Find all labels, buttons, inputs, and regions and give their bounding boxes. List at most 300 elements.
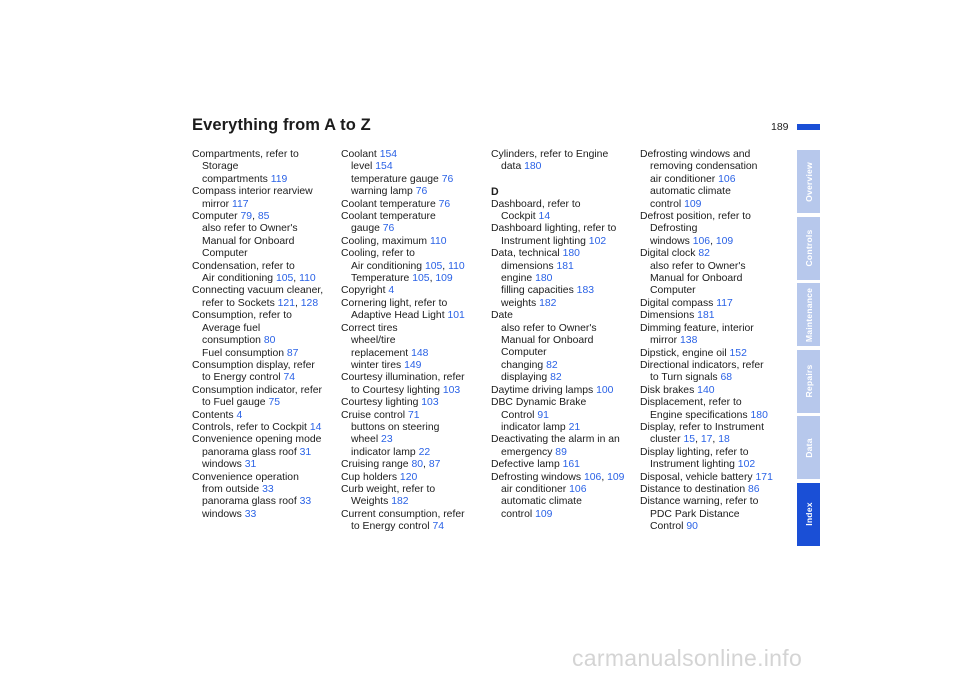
index-line bbox=[341, 285, 483, 297]
index-text: wheel bbox=[351, 434, 382, 446]
index-entry bbox=[341, 298, 483, 323]
page-reference-link[interactable]: 91 bbox=[537, 409, 549, 421]
index-text: Defrosting windows bbox=[491, 471, 584, 483]
index-subline bbox=[341, 422, 483, 434]
index-text: cluster bbox=[650, 434, 684, 446]
index-line bbox=[341, 298, 483, 310]
ref-separator: , bbox=[429, 273, 436, 285]
page-reference-link[interactable]: 180 bbox=[750, 409, 768, 421]
page-reference-link[interactable]: 109 bbox=[607, 471, 625, 483]
index-text: Manual for Onboard bbox=[650, 273, 743, 285]
page-reference-link[interactable]: 110 bbox=[448, 260, 465, 272]
index-text: engine bbox=[501, 273, 536, 285]
index-text: Contents bbox=[192, 409, 237, 421]
index-line bbox=[192, 422, 334, 434]
page-reference-link[interactable]: 154 bbox=[375, 161, 393, 173]
index-text: Computer bbox=[192, 211, 241, 223]
index-text: Temperature bbox=[351, 273, 413, 285]
ref-separator: , bbox=[712, 434, 719, 446]
index-line bbox=[491, 472, 633, 484]
page-reference-link[interactable]: 31 bbox=[299, 446, 312, 458]
page-reference-link[interactable]: 110 bbox=[299, 273, 316, 285]
tab-label: Repairs bbox=[803, 364, 814, 398]
index-subline bbox=[491, 323, 633, 335]
index-line bbox=[491, 434, 633, 446]
page-reference-link[interactable]: 105 bbox=[275, 273, 294, 285]
page-reference-link[interactable]: 121 bbox=[277, 297, 295, 309]
watermark: carmanualsonline.info bbox=[572, 645, 803, 671]
index-line bbox=[192, 360, 334, 372]
page-reference-link[interactable]: 183 bbox=[576, 285, 595, 297]
ref-separator: , bbox=[710, 235, 716, 247]
index-text: Engine specifications bbox=[650, 409, 751, 421]
index-text: Fuel consumption bbox=[202, 347, 287, 359]
index-line bbox=[640, 149, 782, 161]
index-subline bbox=[491, 273, 633, 285]
index-subline bbox=[192, 348, 334, 360]
index-entry bbox=[491, 199, 633, 224]
index-entry bbox=[491, 310, 633, 384]
tab-label: Index bbox=[803, 502, 814, 526]
page-reference-link[interactable]: 117 bbox=[232, 198, 249, 210]
index-entry bbox=[491, 434, 633, 459]
index-text: Coolant bbox=[341, 149, 380, 160]
index-line bbox=[341, 323, 483, 335]
index-subline bbox=[491, 236, 633, 248]
page-reference-link[interactable]: 120 bbox=[399, 471, 418, 483]
page-reference-link[interactable]: 4 bbox=[388, 285, 395, 297]
page-reference-link[interactable]: 31 bbox=[244, 459, 257, 471]
index-text: Computer bbox=[202, 248, 248, 260]
page-reference-link[interactable]: 180 bbox=[535, 273, 553, 285]
index-line bbox=[341, 211, 483, 223]
index-subline bbox=[341, 434, 483, 446]
index-text: Display lighting, refer to bbox=[640, 446, 749, 458]
tab-label: Data bbox=[803, 437, 814, 458]
page-number: 189 bbox=[771, 121, 789, 133]
page-reference-link[interactable]: 15 bbox=[683, 434, 696, 446]
index-subline bbox=[640, 509, 782, 521]
tab-label: Maintenance bbox=[803, 287, 814, 342]
index-subline bbox=[192, 496, 334, 508]
index-text: mirror bbox=[650, 335, 681, 347]
page-reference-link[interactable]: 106 bbox=[583, 471, 602, 483]
index-text: Air conditioning bbox=[202, 273, 276, 285]
index-text: Computer bbox=[650, 285, 696, 297]
index-entry bbox=[341, 459, 483, 471]
page-reference-link[interactable]: 119 bbox=[270, 173, 288, 185]
index-entry bbox=[491, 248, 633, 310]
page-reference-link[interactable]: 21 bbox=[568, 421, 581, 433]
index-text: automatic climate bbox=[501, 496, 582, 508]
index-text: filling capacities bbox=[501, 285, 577, 297]
index-text: panorama glass roof bbox=[202, 446, 300, 458]
index-subline bbox=[640, 236, 782, 248]
index-text: Dashboard, refer to bbox=[491, 198, 581, 210]
index-text: data bbox=[501, 161, 525, 173]
index-text: mirror bbox=[202, 198, 233, 210]
page-reference-link[interactable]: 68 bbox=[720, 372, 733, 384]
page-title: Everything from A to Z bbox=[192, 116, 371, 134]
page-reference-link[interactable]: 100 bbox=[596, 384, 614, 396]
page-reference-link[interactable]: 71 bbox=[408, 409, 420, 421]
tab-controls[interactable] bbox=[797, 217, 820, 280]
index-text: windows bbox=[202, 459, 245, 471]
index-entry bbox=[341, 472, 483, 484]
index-line bbox=[192, 410, 334, 422]
index-line bbox=[640, 360, 782, 372]
index-entry bbox=[640, 484, 782, 496]
index-subline bbox=[491, 496, 633, 508]
page-reference-link[interactable]: 87 bbox=[286, 347, 299, 359]
index-subline bbox=[640, 273, 782, 285]
page-reference-link[interactable]: 106 bbox=[692, 235, 711, 247]
index-line bbox=[640, 397, 782, 409]
page-reference-link[interactable]: 149 bbox=[404, 359, 422, 371]
page-reference-link[interactable]: 106 bbox=[718, 173, 736, 185]
index-column-4 bbox=[640, 149, 782, 534]
index-text: air conditioner bbox=[501, 483, 570, 495]
index-column-3 bbox=[491, 149, 633, 521]
index-text: Coolant temperature bbox=[341, 211, 436, 223]
page-reference-link[interactable]: 182 bbox=[391, 496, 409, 508]
index-entry bbox=[341, 199, 483, 211]
index-text: Compass interior rearview bbox=[192, 186, 313, 198]
index-subline bbox=[192, 335, 334, 347]
page-reference-link[interactable]: 4 bbox=[236, 409, 243, 421]
index-subline bbox=[341, 335, 483, 347]
index-entry bbox=[192, 211, 334, 261]
page-reference-link[interactable]: 74 bbox=[283, 372, 295, 384]
index-text: Consumption display, refer bbox=[192, 359, 315, 371]
index-entry bbox=[192, 360, 334, 385]
tab-repairs[interactable] bbox=[797, 350, 820, 413]
index-text: Convenience opening mode bbox=[192, 434, 322, 446]
index-text: consumption bbox=[202, 335, 264, 347]
tab-maintenance[interactable] bbox=[797, 283, 820, 346]
index-subline bbox=[341, 174, 483, 186]
index-text: Instrument lighting bbox=[650, 459, 738, 471]
index-text: changing bbox=[501, 359, 547, 371]
index-subline bbox=[491, 261, 633, 273]
index-line bbox=[491, 310, 633, 322]
index-subline bbox=[341, 447, 483, 459]
index-line bbox=[491, 149, 633, 161]
tab-index[interactable] bbox=[797, 483, 820, 546]
page-reference-link[interactable]: 75 bbox=[268, 397, 280, 409]
index-text: winter tires bbox=[351, 359, 405, 371]
index-subline bbox=[640, 410, 782, 422]
index-text: Adaptive Head Light bbox=[351, 310, 448, 322]
index-text: automatic climate bbox=[650, 186, 731, 198]
index-entry bbox=[640, 496, 782, 533]
index-entry bbox=[341, 323, 483, 373]
index-line bbox=[640, 447, 782, 459]
index-text: windows bbox=[202, 508, 245, 520]
page-reference-link[interactable]: 86 bbox=[748, 483, 760, 495]
index-line bbox=[341, 149, 483, 161]
index-subline bbox=[640, 285, 782, 297]
index-text: indicator lamp bbox=[501, 421, 569, 433]
index-subline bbox=[491, 447, 633, 459]
page-reference-link[interactable]: 79 bbox=[240, 211, 253, 223]
index-subline bbox=[192, 236, 334, 248]
page-reference-link[interactable]: 138 bbox=[680, 335, 698, 347]
index-text: Distance warning, refer to bbox=[640, 496, 759, 508]
page-reference-link[interactable]: 180 bbox=[524, 161, 542, 173]
page-reference-link[interactable]: 101 bbox=[447, 310, 465, 322]
page-reference-link[interactable]: 33 bbox=[299, 496, 312, 508]
tab-label: Overview bbox=[803, 161, 814, 202]
index-entry bbox=[640, 447, 782, 472]
index-entry bbox=[640, 422, 782, 447]
index-text: Dipstick, engine oil bbox=[640, 347, 730, 359]
page-reference-link[interactable]: 76 bbox=[438, 198, 451, 210]
index-subline bbox=[640, 161, 782, 173]
index-text: Cooling, maximum bbox=[341, 235, 430, 247]
index-entry bbox=[341, 285, 483, 297]
page-reference-link[interactable]: 106 bbox=[569, 483, 587, 495]
index-line bbox=[640, 472, 782, 484]
index-text: displaying bbox=[501, 372, 551, 384]
page-reference-link[interactable]: 23 bbox=[381, 434, 393, 446]
page-reference-link[interactable]: 89 bbox=[555, 446, 567, 458]
index-subline bbox=[341, 186, 483, 198]
index-entry bbox=[640, 385, 782, 397]
index-entry bbox=[341, 509, 483, 534]
page-reference-link[interactable]: 90 bbox=[686, 521, 698, 533]
index-text: Dimming feature, interior bbox=[640, 322, 754, 334]
index-text: PDC Park Distance bbox=[650, 508, 740, 520]
index-subline bbox=[341, 273, 483, 285]
index-subline bbox=[341, 385, 483, 397]
page-reference-link[interactable]: 82 bbox=[550, 372, 562, 384]
page-reference-link[interactable]: 14 bbox=[538, 211, 551, 223]
index-text: Defrosting bbox=[650, 223, 698, 235]
index-entry bbox=[640, 248, 782, 298]
index-line bbox=[640, 211, 782, 223]
index-line bbox=[192, 261, 334, 273]
index-entry bbox=[192, 472, 334, 522]
tab-data[interactable] bbox=[797, 416, 820, 479]
index-line bbox=[640, 323, 782, 335]
index-text: Weights bbox=[351, 496, 392, 508]
index-line bbox=[491, 397, 633, 409]
index-text: warning lamp bbox=[351, 186, 416, 198]
index-text: Defrost position, refer to bbox=[640, 211, 751, 223]
index-text: panorama glass roof bbox=[202, 496, 300, 508]
index-text: Cruise control bbox=[341, 409, 408, 421]
index-entry bbox=[491, 149, 633, 174]
index-line bbox=[341, 372, 483, 384]
index-line bbox=[640, 348, 782, 360]
index-subline bbox=[341, 496, 483, 508]
index-entry bbox=[491, 459, 633, 471]
index-line bbox=[640, 385, 782, 397]
index-text: weights bbox=[501, 297, 540, 309]
index-subline bbox=[640, 174, 782, 186]
index-line bbox=[192, 310, 334, 322]
page-reference-link[interactable]: 33 bbox=[244, 508, 257, 520]
index-text: to Energy control bbox=[351, 521, 433, 533]
page-reference-link[interactable]: 17 bbox=[700, 434, 713, 446]
index-column-1 bbox=[192, 149, 334, 521]
index-text: Consumption, refer to bbox=[192, 310, 292, 322]
index-line bbox=[341, 410, 483, 422]
index-entry bbox=[341, 236, 483, 248]
index-line bbox=[640, 484, 782, 496]
index-subline bbox=[192, 509, 334, 521]
index-subline bbox=[491, 509, 633, 521]
page-reference-link[interactable]: 80 bbox=[411, 459, 424, 471]
page-reference-link[interactable]: 181 bbox=[556, 260, 574, 272]
index-subline bbox=[640, 459, 782, 471]
index-text: Defrosting windows and bbox=[640, 149, 751, 160]
page-reference-link[interactable]: 102 bbox=[588, 235, 607, 247]
index-subline bbox=[491, 335, 633, 347]
index-text: Directional indicators, refer bbox=[640, 359, 764, 371]
tab-label: Controls bbox=[803, 229, 814, 267]
index-subline bbox=[192, 397, 334, 409]
index-subline bbox=[192, 273, 334, 285]
index-subline bbox=[341, 223, 483, 235]
page-reference-link[interactable]: 105 bbox=[412, 273, 430, 285]
index-text: windows bbox=[650, 235, 693, 247]
index-line bbox=[192, 285, 334, 297]
index-line bbox=[491, 199, 633, 211]
index-text: Disk brakes bbox=[640, 384, 698, 396]
index-line bbox=[491, 385, 633, 397]
page-reference-link[interactable]: 76 bbox=[415, 186, 428, 198]
index-subline bbox=[341, 310, 483, 322]
page-reference-link[interactable]: 76 bbox=[382, 223, 395, 235]
page-reference-link[interactable]: 14 bbox=[309, 421, 322, 433]
index-text: dimensions bbox=[501, 260, 557, 272]
index-entry bbox=[640, 397, 782, 422]
page-reference-link[interactable]: 161 bbox=[562, 459, 580, 471]
index-text: Copyright bbox=[341, 285, 389, 297]
page-reference-link[interactable]: 18 bbox=[718, 434, 730, 446]
index-text: Daytime driving lamps bbox=[491, 384, 597, 396]
index-subline bbox=[192, 248, 334, 260]
page-reference-link[interactable]: 148 bbox=[411, 347, 429, 359]
page-reference-link[interactable]: 87 bbox=[428, 459, 441, 471]
index-line bbox=[341, 484, 483, 496]
index-text: Convenience operation bbox=[192, 471, 299, 483]
page-reference-link[interactable]: 180 bbox=[562, 248, 580, 260]
page-reference-link[interactable]: 109 bbox=[535, 508, 553, 520]
page-reference-link[interactable]: 103 bbox=[442, 384, 461, 396]
page-reference-link[interactable]: 109 bbox=[684, 198, 702, 210]
index-text: Displacement, refer to bbox=[640, 397, 742, 409]
page-reference-link[interactable]: 74 bbox=[432, 521, 444, 533]
index-subline bbox=[491, 161, 633, 173]
index-line bbox=[341, 472, 483, 484]
index-entry bbox=[640, 298, 782, 310]
page-reference-link[interactable]: 85 bbox=[257, 211, 270, 223]
index-entry bbox=[640, 360, 782, 385]
page-reference-link[interactable]: 109 bbox=[715, 235, 734, 247]
page-reference-link[interactable]: 152 bbox=[729, 347, 747, 359]
page-reference-link[interactable]: 128 bbox=[300, 297, 319, 309]
index-text: Curb weight, refer to bbox=[341, 483, 436, 495]
index-column-2 bbox=[341, 149, 483, 534]
index-text: Manual for Onboard bbox=[202, 235, 295, 247]
index-subline bbox=[491, 372, 633, 384]
spacer bbox=[491, 174, 633, 186]
page-reference-link[interactable]: 182 bbox=[539, 297, 557, 309]
index-text: Cornering light, refer to bbox=[341, 297, 448, 309]
page-reference-link[interactable]: 76 bbox=[441, 173, 454, 185]
index-text: Distance to destination bbox=[640, 483, 749, 495]
index-text: Date bbox=[491, 310, 513, 322]
index-text: control bbox=[650, 198, 685, 210]
page-reference-link[interactable]: 103 bbox=[421, 397, 439, 409]
tab-overview[interactable] bbox=[797, 150, 820, 213]
page-reference-link[interactable]: 171 bbox=[755, 471, 773, 483]
index-text: Cylinders, refer to Engine bbox=[491, 149, 609, 160]
index-text: to Energy control bbox=[202, 372, 284, 384]
index-line bbox=[192, 385, 334, 397]
index-text: Air conditioning bbox=[351, 260, 425, 272]
index-text: Current consumption, refer bbox=[341, 508, 465, 520]
index-line bbox=[341, 199, 483, 211]
index-entry bbox=[341, 248, 483, 285]
index-text: Cooling, refer to bbox=[341, 248, 415, 260]
page-reference-link[interactable]: 33 bbox=[262, 483, 274, 495]
page-reference-link[interactable]: 140 bbox=[697, 384, 715, 396]
page-reference-link[interactable]: 82 bbox=[546, 359, 558, 371]
index-text: to Turn signals bbox=[650, 372, 721, 384]
ref-separator: , bbox=[295, 297, 301, 309]
index-text: also refer to Owner's bbox=[501, 322, 597, 334]
index-entry bbox=[341, 149, 483, 199]
page-reference-link[interactable]: 109 bbox=[435, 273, 453, 285]
index-line bbox=[192, 149, 334, 161]
index-subline bbox=[640, 199, 782, 211]
index-text: Controls, refer to Cockpit bbox=[192, 421, 310, 433]
page-reference-link[interactable]: 82 bbox=[698, 248, 710, 260]
index-text: refer to Sockets bbox=[202, 297, 278, 309]
index-entry bbox=[341, 484, 483, 509]
page-reference-link[interactable]: 22 bbox=[418, 446, 431, 458]
index-text: air conditioner bbox=[650, 173, 719, 185]
index-subline bbox=[640, 434, 782, 446]
page-reference-link[interactable]: 110 bbox=[429, 235, 447, 247]
index-entry bbox=[491, 472, 633, 522]
index-entry bbox=[192, 422, 334, 434]
index-text: Data, technical bbox=[491, 248, 563, 260]
index-text: level bbox=[351, 161, 376, 173]
index-text: Deactivating the alarm in an bbox=[491, 434, 620, 446]
index-subline bbox=[341, 521, 483, 533]
ref-separator: , bbox=[252, 211, 258, 223]
page-reference-link[interactable]: 154 bbox=[379, 149, 398, 160]
index-entry bbox=[491, 397, 633, 434]
index-entry bbox=[640, 149, 782, 211]
index-text: Manual for Onboard bbox=[501, 335, 594, 347]
page-reference-link[interactable]: 105 bbox=[424, 260, 443, 272]
page-reference-link[interactable]: 80 bbox=[263, 335, 276, 347]
page-reference-link[interactable]: 181 bbox=[697, 310, 715, 322]
page-reference-link[interactable]: 102 bbox=[737, 459, 756, 471]
page-reference-link[interactable]: 117 bbox=[716, 297, 733, 309]
index-text: Dimensions bbox=[640, 310, 698, 322]
ref-separator: , bbox=[601, 471, 608, 483]
index-entry bbox=[640, 323, 782, 348]
index-entry bbox=[341, 372, 483, 397]
index-line bbox=[491, 248, 633, 260]
